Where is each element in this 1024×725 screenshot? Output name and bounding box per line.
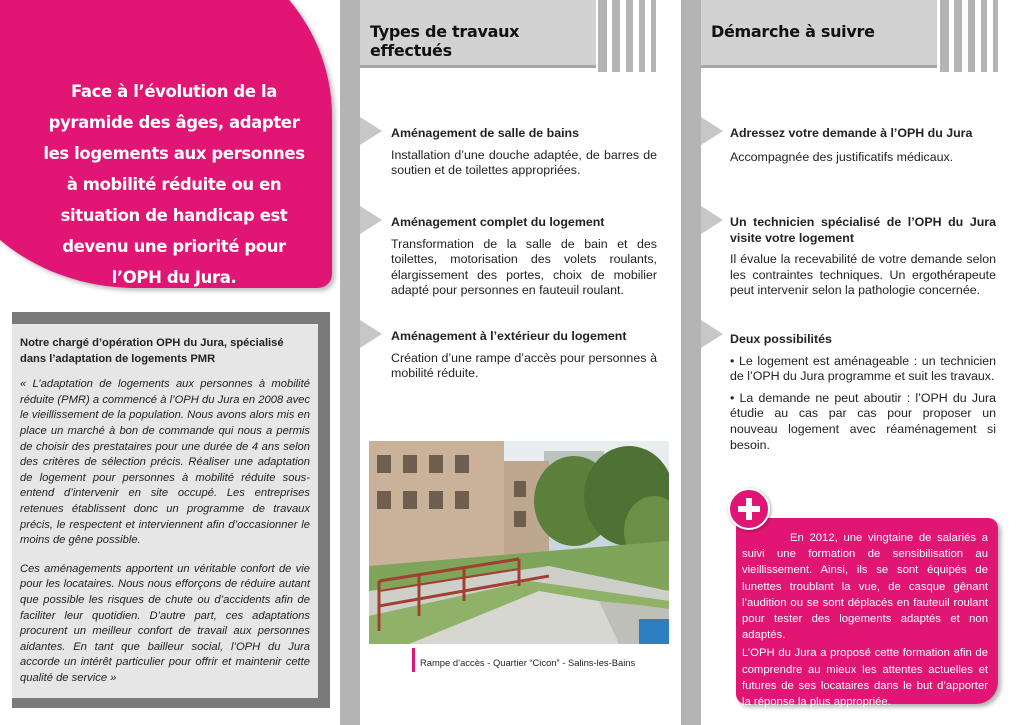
demarche-item-body-2: • La demande ne peut aboutir : l’OPH du Jura étudie au cas par cas pour proposer un nouveau logement avec réaménagement si besoin. bbox=[730, 390, 996, 452]
caption-marker bbox=[412, 648, 415, 672]
demarche-item-title: Deux possibilités bbox=[730, 332, 832, 346]
travaux-item bbox=[391, 126, 657, 179]
demarche-item-body: Il évalue la recevabilité de votre demande selon les contraintes techniques. Un ergothérapeute peut intervenir selon la pathologie concernée. bbox=[730, 252, 996, 298]
ramp-photo bbox=[369, 441, 669, 644]
plus-box-para-2: L’OPH du Jura a proposé cette formation afin de comprendre au mieux les attentes actuelles et futures de ses locataires dans le but d’apporter la réponse la plus appropriée. bbox=[742, 647, 988, 709]
travaux-item bbox=[391, 215, 657, 299]
travaux-item-title: Aménagement de salle de bains bbox=[391, 126, 579, 140]
arrow-right-icon bbox=[701, 117, 723, 145]
decor-bar bbox=[981, 0, 987, 72]
interview-para-2: Ces aménagements apportent un véritable confort de vie pour les locataires. Nous nous efforçons de réduire autant que possible les risques de chute ou d’accidents afin de faciliter leur quotidien. D’autre part, ces adaptations procurent un meilleur confort de travail aux personnes aidantes. En tant que bailleur social, l’OPH du Jura accorde un intérêt particulier pour offrir et maintenir cette qualité de service » bbox=[20, 562, 310, 684]
demarche-header bbox=[701, 0, 937, 68]
headline: Face à l’évolution de la pyramide des âges, adapter les logements aux personnes à mobilité réduite ou en situation de handicap est devenu une priorité pour l’OPH du Jura. bbox=[43, 82, 305, 287]
plus-icon bbox=[728, 488, 770, 530]
decor-bar bbox=[639, 0, 645, 72]
demarche-item-body: Accompagnée des justificatifs médicaux. bbox=[730, 149, 954, 164]
decor-bar bbox=[612, 0, 620, 72]
demarche-header-title: Démarche à suivre bbox=[711, 22, 875, 41]
arrow-right-icon bbox=[360, 320, 382, 348]
ramp-photo-illustration bbox=[369, 441, 669, 644]
decor-bar bbox=[626, 0, 633, 72]
demarche-item-title: Un technicien spécialisé de l’OPH du Jura visite votre logement bbox=[730, 215, 996, 245]
travaux-header-title: Types de travaux effectués bbox=[370, 22, 520, 60]
travaux-item-body: Transformation de la salle de bain et des toilettes, motorisation des volets roulants, élargissement des portes, choix de mobilier adapté pour personnes en fauteuil roulant. bbox=[391, 236, 657, 298]
arrow-right-icon bbox=[360, 117, 382, 145]
demarche-item bbox=[730, 332, 996, 453]
demarche-item-body: • Le logement est aménageable : un technicien de l’OPH du Jura programme et suit les travaux. bbox=[730, 353, 996, 384]
demarche-item-title: Adressez votre demande à l’OPH du Jura bbox=[730, 126, 973, 140]
travaux-item-title: Aménagement complet du logement bbox=[391, 215, 605, 229]
divider-bar bbox=[681, 0, 701, 725]
demarche-item bbox=[730, 126, 996, 165]
decor-bar bbox=[598, 0, 607, 72]
travaux-item bbox=[391, 329, 657, 382]
arrow-right-icon bbox=[360, 206, 382, 234]
plus-box bbox=[736, 518, 998, 709]
travaux-header bbox=[360, 0, 596, 68]
demarche-item bbox=[730, 215, 996, 299]
travaux-item-body: Installation d’une douche adaptée, de barres de soutien et de toilettes appropriées. bbox=[391, 147, 657, 178]
photo-caption: Rampe d’accès - Quartier “Cicon” - Salins-les-Bains bbox=[420, 657, 636, 668]
arrow-right-icon bbox=[701, 320, 723, 348]
travaux-item-title: Aménagement à l’extérieur du logement bbox=[391, 329, 627, 343]
divider-bar bbox=[340, 0, 360, 725]
arrow-right-icon bbox=[701, 206, 723, 234]
decor-bar bbox=[940, 0, 949, 72]
travaux-item-body: Création d’une rampe d’accès pour personnes à mobilité réduite. bbox=[391, 350, 657, 381]
plus-box-para-1: En 2012, une vingtaine de salariés a suivi une formation de sensibilisation au vieillissement. Ainsi, ils se sont équipés de lunettes troublant la vue, de casque gênant l’audition ou se sont déplacés en fauteuil roulant pour tester des logements adaptés et non adaptés. bbox=[742, 532, 988, 642]
decor-bar bbox=[954, 0, 962, 72]
decor-bar bbox=[968, 0, 975, 72]
interview-box bbox=[12, 324, 318, 698]
decor-bar bbox=[993, 0, 998, 72]
decor-bar bbox=[651, 0, 656, 72]
interview-para-1: « L’adaptation de logements aux personnes à mobilité réduite (PMR) a commencé à l’OPH du Jura en 2008 avec le vieillissement de la population. Nous avons alors mis en place un marché à bon de commande qui nous a permis de choisir des prestataires pour une durée de 4 ans selon des critères de sélection précis. Réaliser une adaptation de logement pour personnes à mobilité réduite sous-entend d’intervenir en site occupé. Les entreprises retenues établissent donc un programme de travaux précis, le respectent et interviennent afin d’occasionner le moins de gêne possible. bbox=[20, 378, 310, 547]
interview-lead: Notre chargé d’opération OPH du Jura, spécialisé dans l’adaptation de logements PMR bbox=[20, 337, 284, 365]
